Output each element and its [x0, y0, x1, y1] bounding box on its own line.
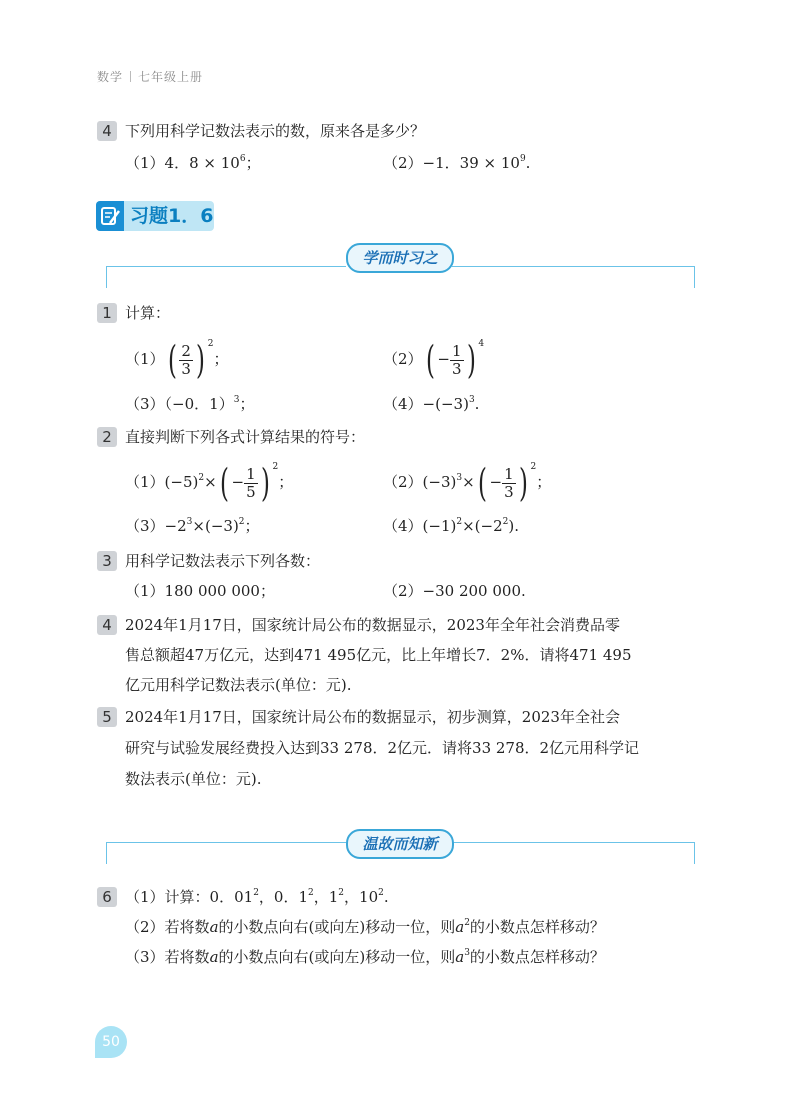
banner-corner-left — [106, 842, 107, 864]
exercise-title-text: 习题1．6 — [130, 205, 214, 227]
subproblem-4: $(4)(-1)^2\times(-2^2)$. — [383, 517, 520, 535]
subquestion-2: （2）−1．$39 \times 10^9$. — [383, 154, 531, 172]
subproblem-1: （1）( $\frac{2}{3}$ ) $^2$； — [125, 338, 229, 382]
volume-title: 七年级上册 — [138, 70, 204, 84]
running-head — [97, 68, 203, 85]
problem-number: 2 — [97, 427, 117, 447]
problem-number: 5 — [97, 707, 117, 727]
problem-line: 亿元用科学记数法表示(单位：元). — [125, 676, 352, 694]
fraction: $\frac{1}{3}$ — [504, 464, 514, 501]
question-number: 4 — [97, 121, 117, 141]
section-banner: 温故而知新 — [346, 829, 454, 859]
problem-line: 2024年1月17日，国家统计局公布的数据显示，初步测算，2023年全社会 — [125, 708, 620, 726]
banner-corner-right — [694, 266, 695, 288]
problem-text: 直接判断下列各式计算结果的符号： — [125, 428, 366, 446]
section-banner: 学而时习之 — [346, 243, 454, 273]
problem-text: 计算： — [125, 304, 171, 322]
problem-number: 6 — [97, 887, 117, 907]
problem-number: 4 — [97, 615, 117, 635]
subproblem-1: （1）180 000 000； — [125, 582, 275, 600]
problem-line: 售总额超47万亿元，达到471 495亿元，比上年增长7．2%．请将471 495 — [125, 646, 632, 664]
subproblem-2: （2）若将数a的小数点向右(或向左)移动一位，则$a^2$的小数点怎样移动？ — [125, 918, 605, 936]
divider — [130, 71, 131, 82]
fraction: $\frac{1}{5}$ — [246, 464, 256, 501]
problem-line: 2024年1月17日，国家统计局公布的数据显示，2023年全年社会消费品零 — [125, 616, 620, 634]
banner-corner-right — [694, 842, 695, 864]
subproblem-1: $(1)(-5)^2\times$( − $\frac{1}{5}$ ) $^2$； — [125, 461, 294, 505]
banner-rule-right — [452, 842, 694, 843]
subproblem-4: $(4)-(-3)^3$. — [383, 395, 480, 413]
banner-rule-right — [452, 266, 694, 267]
subproblem-2: $(2)(-3)^3\times$( − $\frac{1}{3}$ ) $^2$； — [383, 461, 552, 505]
problem-number: 3 — [97, 551, 117, 571]
subproblem-2: （2）( − $\frac{1}{3}$ ) $^4$ — [383, 338, 485, 382]
subproblem-1: （1）计算：0．$01^2$，0．$1^2$，$1^2$，$10^2$. — [125, 888, 389, 906]
subproblem-3: $(3)-2^3\times(-3)^2$； — [125, 517, 260, 535]
problem-number: 1 — [97, 303, 117, 323]
banner-corner-left — [106, 266, 107, 288]
book-title: 数学 — [97, 70, 124, 84]
problem-line: 数法表示(单位：元). — [125, 770, 262, 788]
banner-rule-left — [106, 842, 346, 843]
exercise-title — [96, 201, 214, 231]
page-number: 50 — [95, 1026, 127, 1058]
subquestion-1: （1）4．$8 \times 10^6$； — [125, 154, 261, 172]
pencil-note-icon — [96, 201, 124, 231]
question-text: 下列用科学记数法表示的数，原来各是多少？ — [125, 122, 426, 140]
subproblem-3: （3）（−0．1）$^3$； — [125, 395, 255, 413]
fraction: $\frac{1}{3}$ — [451, 341, 462, 378]
problem-line: 研究与试验发展经费投入达到33 278．2亿元．请将33 278．2亿元用科学记 — [125, 739, 640, 757]
subproblem-2: （2）−30 200 000. — [383, 582, 526, 600]
banner-rule-left — [106, 266, 346, 267]
subproblem-3: （3）若将数a的小数点向右(或向左)移动一位，则$a^3$的小数点怎样移动？ — [125, 948, 605, 966]
problem-text: 用科学记数法表示下列各数： — [125, 552, 321, 570]
fraction: $\frac{2}{3}$ — [181, 341, 191, 378]
